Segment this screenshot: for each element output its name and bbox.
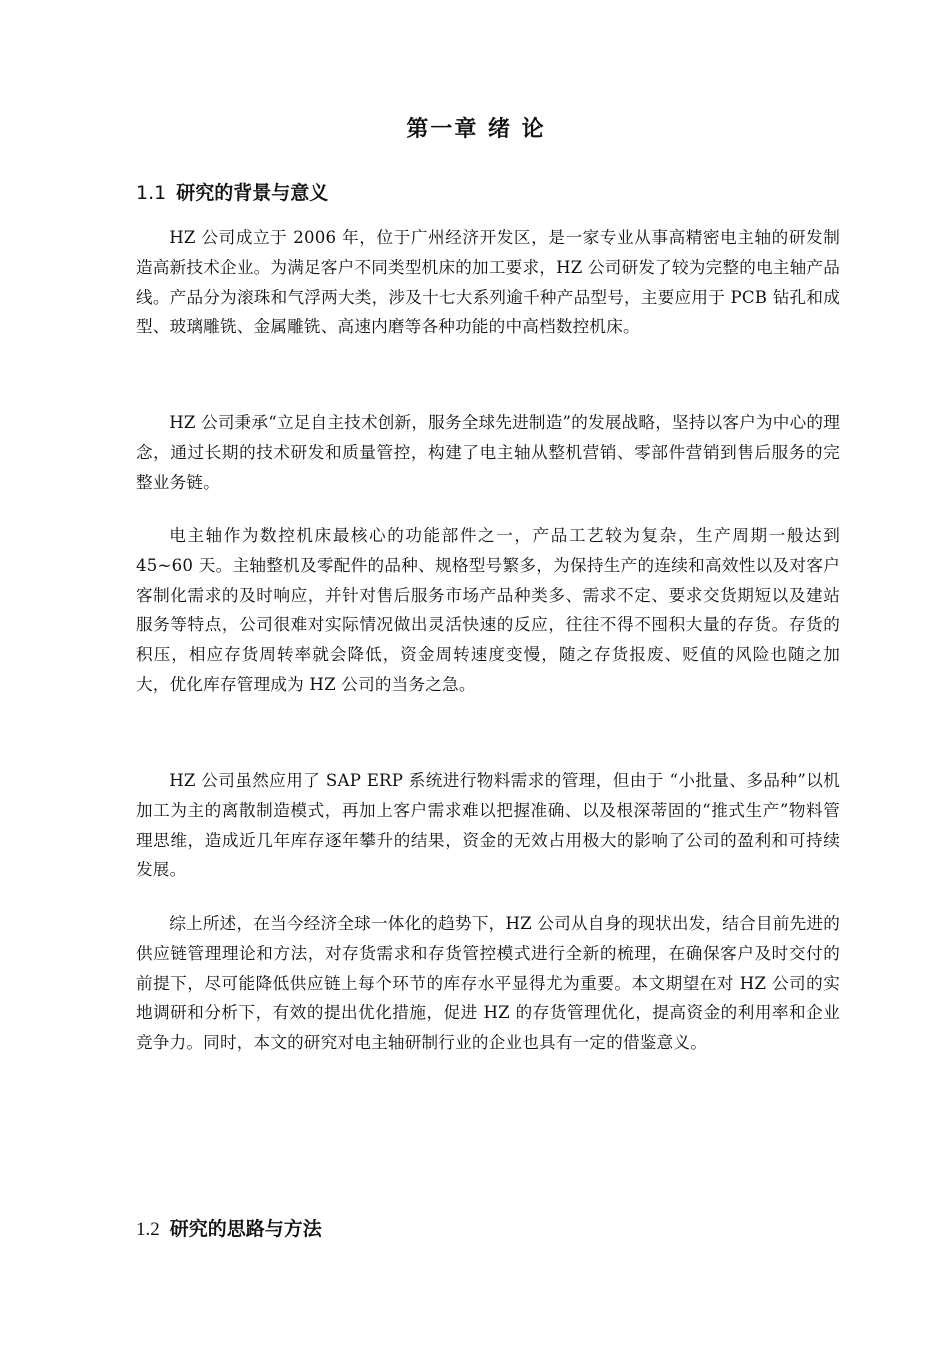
chapter-title: 第一章 绪 论 [406,117,546,142]
section-heading-1-2 [136,1214,322,1245]
body-paragraph: 综上所述，在当今经济全球一体化的趋势下，HZ 公司从自身的现状出发，结合目前先进的供应链管理理论和方法，对存货需求和存货管控模式进行全新的梳理，在确保客户及时交付的前提下，尽可能降低供应链上每个环节的库存水平显得尤为重要。本文期望在对 HZ 公司的实地调研和分析下，有效的提出优化措施，促进 HZ 的存货管理优化，提高资金的利用率和企业竞争力。同时，本文的研究对电主轴研制行业的企业也具有一定的借鉴意义。 [136,914,840,1053]
section-heading-1-1 [136,178,328,208]
section-title: 研究的思路与方法 [169,1218,322,1240]
section-number: 1.2 [136,1219,160,1240]
body-paragraph: HZ 公司虽然应用了 SAP ERP 系统进行物料需求的管理，但由于 “小批量、多品种”以机加工为主的离散制造模式，再加上客户需求难以把握准确、以及根深蒂固的“推式生产”物料管理思维，造成近几年库存逐年攀升的结果，资金的无效占用极大的影响了公司的盈利和可持续发展。 [136,771,840,880]
body-paragraph: HZ 公司秉承“立足自主技术创新，服务全球先进制造”的发展战略，坚持以客户为中心的理念，通过长期的技术研发和质量管控，构建了电主轴从整机营销、零部件营销到售后服务的完整业务链。 [136,413,840,492]
body-paragraph: HZ 公司成立于 2006 年，位于广州经济开发区，是一家专业从事高精密电主轴的研发制造高新技术企业。为满足客户不同类型机床的加工要求，HZ 公司研发了较为完整的电主轴产品线。产品分为滚珠和气浮两大类，涉及十七大系列逾千种产品型号，主要应用于 PCB 钻孔和成型、玻璃雕铣、金属雕铣、高速内磨等各种功能的中高档数控机床。 [136,228,840,337]
body-paragraph: 电主轴作为数控机床最核心的功能部件之一，产品工艺较为复杂，生产周期一般达到 45~60 天。主轴整机及零配件的品种、规格型号繁多，为保持生产的连续和高效性以及对客户客制化需求的及时响应，并针对售后服务市场产品种类多、需求不定、要求交货期短以及建站服务等特点，公司很难对实际情况做出灵活快速的反应，往往不得不囤积大量的存货。存货的积压，相应存货周转率就会降低，资金周转速度变慢，随之存货报废、贬值的风险也随之加大，优化库存管理成为 HZ 公司的当务之急。 [136,526,840,694]
section-number: 1.1 [136,182,167,204]
section-title: 研究的背景与意义 [176,182,329,204]
